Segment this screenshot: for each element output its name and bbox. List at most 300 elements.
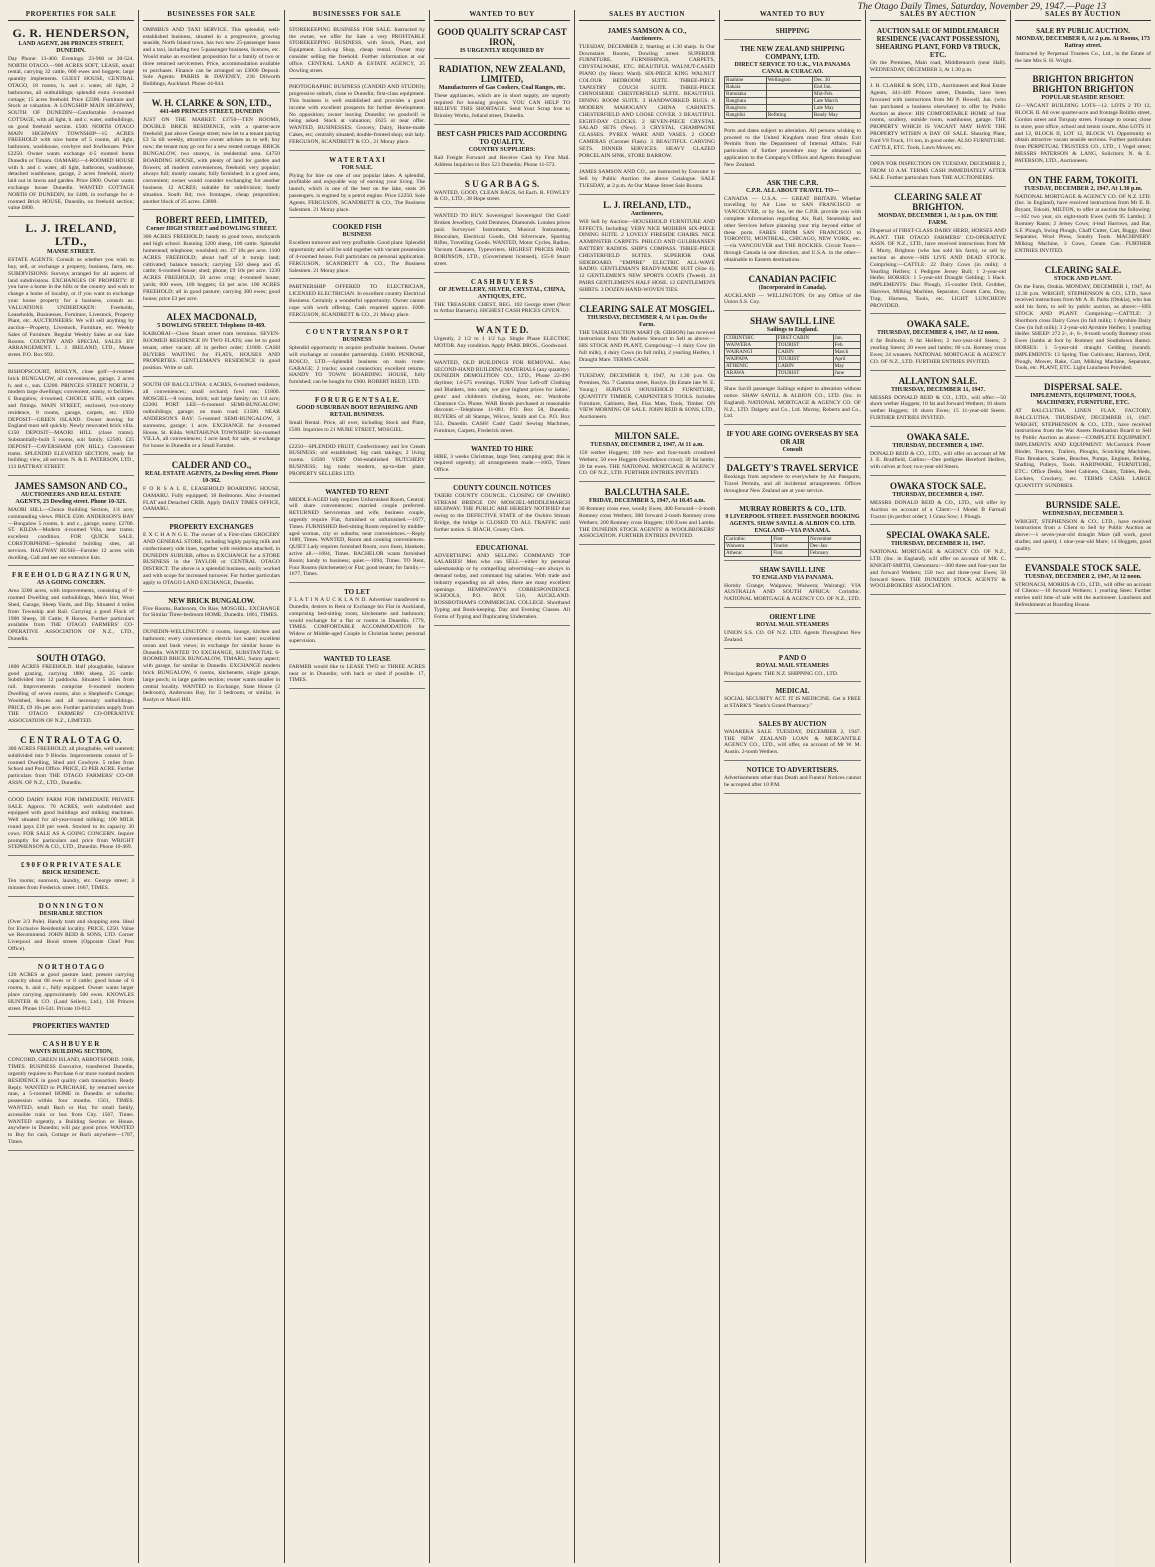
classified-ad xyxy=(1015,379,1151,495)
ad-heading: S U G A R B A G S. xyxy=(464,178,540,189)
table-cell: Jan. xyxy=(833,335,860,342)
ad-subheading: BUSINESS xyxy=(342,232,372,239)
ad-body: TUESDAY, DECEMBER 2, Starting at 1.30 sharp. In Our Downstairs Rooms, Dowling street. SUPERIOR FURNITURE, FURNISHINGS, CARPETS, CRYSTALWARE, ETC. BEAUTIFUL WALNUT-CASED PIANO (by Henry Ward). SIX-PIECE KING WALNUT COLOUR BEDROOM SUITE. THREE-PIECE TAPESTRY COUCH SUITE. THREE-PIECE CHINOISERIE CHESTERFIELD SUITE. BEAUTIFUL DINING ROOM SUITE. 3 HANDWORKED RUGS. 6 MODERN MAHOGANY CHINA CABINETS. CHESTERFIELD AND LOOSE COVER. 3 BEAUTIFUL EIGHT-DAY CLOCKS. 2 SEVEN-PIECE CRYSTAL SALAD SETS (New). 3 CRYSTAL CHAMPAGNE GLASSES. PYREX WARE AND VASES. 2 GOOD CAMERAS (Coronet Flash). 3 BEAUTIFUL CARVING SETS. DINNER SERVICES. HEAVY GLAZED PORCELAIN SINK, STORE BARROW. xyxy=(579,43,715,159)
column-4 xyxy=(430,10,575,1563)
ad-body: Day Phone: 13-460. Evenings: 23-960 or 20-524. NORTH OTAGO.—900 ACRES SOFT, LEASE, small rental, carrying 32 cattle, 600 ewes and hoggets; large quantity implements. GUEST HOUSE, CENTRAL OTAGO, 18 rooms, h. and c. water, all light, 2 bathrooms, all outbuildings; splendid extra 4-roomed cottage; 15 acres freehold. Price £2300. Furniture and Stock at valuation. A LONGSHIP MAIN HIGHWAY, SOUTH OF DUNEDIN—Comfortable 4-roomed COTTAGE, with all light, h. and c. water, outbuildings, on good freehold section. £500. NORTH OTAGO MAIN HIGHWAY TOWNSHIP—15 ACRES FREEHOLD with nice home of 5 rooms, all light, bathroom, washhouse, cowbyre and fowlhouses. Price £2250. Owner wants exchange 4-5 roomed home Dunedin or Timaru. OAMARU—4-ROOMED HOUSE with h. and c. water, all light, bathroom, washhouse, detached washhouse, garage, 2 acres freehold, nicely laid out in lawns and garden. Price £800. Owner wants exchange house Dunedin. WANTED COTTAGE NORTH OF DUNEDIN, for £400, in exchange for 4-roomed Brick HOUSE, Dunedin, on freehold section; value £800. xyxy=(8,55,134,212)
table-cell: CORINTHIC xyxy=(725,335,777,342)
table-row xyxy=(725,76,861,83)
ad-heading: OWAKA STOCK SALE. xyxy=(889,481,987,492)
ad-heading: MURRAY ROBERTS & CO., LTD. xyxy=(739,504,846,513)
ad-body: Bookings from anywhere to everywhere by Air Passports, Travel Permits, and all incidental arrangements. Offices throughout New Zealand are at your service. xyxy=(724,474,861,494)
ad-subheading: BUSINESS xyxy=(342,337,372,344)
ad-body: E X C H A N G E. The owner of a First-class GROCERY AND GENERAL STORE, including highly paying milk and confectionery side lines, together with residence attached, in DUNEDIN SUBURB, offers to EXCHANGE for a STORE BUSINESS in the TAYLOR or CENTRAL OTAGO DISTRICT. The above is a splendid business, easily worked and with scope for increased turnover. For further particulars apply to OTAGO LAND EXCHANGE, Dunedin. xyxy=(143,532,280,586)
ad-body: 1800 ACRES FREEHOLD. Half ploughable, balance good grazing, carrying 1800 sheep, 25 cattle. Subdivided into 12 paddocks. Situated 5 miles from rail. Improvements comprise 6-roomed modern Dwelling of seven rooms, also a Shepherd's Cottage; Woolshed, fences and all necessary outbuildings. PRICE, £9 10s per acre. Further particulars supply from THE OTAGO FARMERS' CO-OPERATIVE ASSOCIATION OF N.Z., LIMITED. xyxy=(8,663,134,725)
ad-body: 12—VACANT BUILDING LOTS—12. LOTS 2 TO 12, BLOCK II. All over quarter-acre and frontage Bolitho street, Gordon street and Torquay street. Frontage to ocean; close to store, post office, school and tennis courts. Also LOTS 11 and 12, BLOCK II, LOT 12, BLOCK VI. Opportunity to obtain attractive vacant seaside sections. Further particulars from PERPETUAL TRUSTEES CO., LTD., 1 Vogel street; MESSRS PATERSON & LANG, Solicitors; N. & E. PATERSON, LTD., Auctioneers. xyxy=(1015,103,1151,164)
table-row xyxy=(725,370,861,377)
table-row xyxy=(725,549,861,556)
classified-ad xyxy=(1015,172,1151,260)
table-cell xyxy=(766,104,812,111)
classified-ad xyxy=(143,212,280,307)
table-cell: March xyxy=(833,349,860,356)
ad-heading: ORIENT LINE xyxy=(769,612,816,621)
table-row xyxy=(725,104,861,111)
classified-ad xyxy=(724,717,861,761)
ad-heading: TO LET xyxy=(344,588,370,597)
classified-ad xyxy=(724,502,861,561)
table-cell: CABIN xyxy=(776,349,833,356)
ad-subheading: 441-449 PRINCES STREET, DUNEDIN xyxy=(159,108,264,115)
classified-ad xyxy=(8,960,134,1018)
classified-ad xyxy=(579,197,715,299)
classified-ad xyxy=(870,478,1006,525)
table-row xyxy=(725,349,861,356)
classified-ad xyxy=(724,460,861,499)
ad-heading: WANTED TO LEASE xyxy=(323,654,391,663)
ad-heading: C A S H B U Y E R xyxy=(42,1040,100,1049)
table-cell: February xyxy=(809,549,861,556)
table-row xyxy=(725,90,861,97)
ad-subheading: (Incorporated in Canada). xyxy=(758,284,827,291)
classified-ad xyxy=(870,429,1006,476)
table-cell: WAIRANGI xyxy=(725,349,777,356)
ad-body: FARMER would like to LEASE TWO or THREE ACRES near or in Dunedin; with bach or shed if possible. 17, TIMES. xyxy=(289,663,425,684)
ad-heading: CLEARING SALE AT BRIGHTON. xyxy=(894,191,982,212)
ad-body: Shaw Savill passenger Sailings subject to alteration without notice. SHAW SAVILL & ALBION CO., LTD. (Inc. in England). NATIONAL MORTGAGE & AGENCY CO. OF N.Z., LTD. Dalgety and Co., Ltd. Murray, Roberts and Co., Ltd. xyxy=(724,386,861,420)
ad-body: 30 Romney cross ewe, woolly Ewes; 400 Forward—2-tooth Romney cross Wethers; 300 forward 2-tooth Romney cross Wethers; 200 Romney cross Hoggets; 100 Ewes and Lambs. THE DUNEDIN STOCK AGENTS' & WOOLBROKERS' ASSOCIATION. FURTHER ENTRIES INVITED. xyxy=(579,506,715,540)
ad-heading: CALDER AND CO., xyxy=(171,460,252,471)
ad-heading: THE NEW ZEALAND SHIPPING COMPANY, LTD. xyxy=(740,44,845,61)
ad-subheading: COUNTRY SUPPLIERS: xyxy=(468,146,536,153)
classified-ad xyxy=(579,484,715,545)
ad-body: Ports and dates subject to alteration. All persons wishing to proceed to the United Kingdom must first obtain Exit Permits from the Department of Internal Affairs. Full particulars of further procedure may be obtained on application to the Company's Offices and Agents throughout New Zealand. xyxy=(724,127,861,168)
classified-ad xyxy=(8,478,134,566)
ad-body: Hornby Grange; Waipawa; Waiwera; Wairangi; VIA AUSTRALIA AND SOUTH AFRICA: Corinthic. NATIONAL MORTGAGE & AGENCY CO. OF N.Z., LTD. xyxy=(724,582,861,603)
ad-body: PHOTOGRAPHIC BUSINESS (CANDID AND STUDIO); progressive suburb, close to Dunedin; first-class equipment. This business is well established and provides a good income with excellent prospects for further development. No opposition; owner leaving Dunedin; no goodwill is being asked. Stock at valuation; £625 or near offer. WANTED, BUSINESSES: Grocery, Dairy, Home-made Cakes, etc; centrally situated; double-fronted shop; suit lady. FERGUSON, SCANDRETT & CO., 21 Moray place. xyxy=(289,84,425,145)
ad-subheading: MONDAY, DECEMBER 8, At 2 p.m. At Rooms, 173 Rattray street. xyxy=(1016,35,1150,49)
ad-body: MESSRS DONALD REID & CO., LTD., will offer by Auction on account of a Client:—1 Model B Farmall Tractor (in perfect order); 1 Grass Sow; 1 Plough. xyxy=(870,500,1006,520)
ad-body: DONALD REID & CO., LTD., will offer on account of Mr J. E. Bradfield, Catlins:—One pedigree Hereford Heifers, with calves at foot; two-year-old Steers. xyxy=(870,450,1006,471)
ad-subheading: TUESDAY, DECEMBER 2, 1947, At 11 a.m. xyxy=(590,442,704,449)
classified-ad xyxy=(724,24,861,40)
ad-subheading: GOOD SUBURBAN BOOT REPAIRING AND RETAIL BUSINESS. xyxy=(296,405,418,419)
table-cell: First xyxy=(772,535,809,542)
table-cell: Dec-Jan xyxy=(809,542,861,549)
table-cell: Late March xyxy=(812,97,860,104)
ad-heading: C A S H B U Y E R S xyxy=(470,277,534,286)
classified-ad xyxy=(579,370,715,426)
table-cell: ATHENIC xyxy=(725,363,777,370)
ad-heading: OWAKA SALE. xyxy=(906,431,970,442)
ad-subheading: AUCTIONEERS AND REAL ESTATE AGENTS, 23 Dowling street. Phone 10-321. xyxy=(15,492,127,506)
ad-heading: EDUCATIONAL xyxy=(476,543,528,552)
ad-subheading: AS A GOING CONCERN. xyxy=(36,580,106,587)
ad-heading: BALCLUTHA SALE. xyxy=(604,487,690,498)
ad-body: Urgently, 2 1/2 to 1 1/2 h.p. Single Phase ELECTRIC MOTOR. Any condition. Apply PARK BROS., Goodwood. xyxy=(434,336,570,349)
column-header: WANTED TO BUY xyxy=(724,10,861,21)
classified-ad xyxy=(870,24,1006,79)
ad-body: NATIONAL MORTGAGE & AGENCY CO. OF N.Z. LTD. (Inc. in England), have received instructions from Mr E. B. Bryant, Tokoiti, MILTON, to offer at auction the following:—102 two year, six eight-tooth Ewes (with 95 Lambs); 3 Romney Rams; 2 Jersey Cows; 4-leaf Harrows, and Bar, S.F. Plough, Swing Plough, Chaff Cutter, Cart, Buggy, Ideal Separator, Wool Press, Sundry Tools. MACHINERY: Milking Machine, 3 Cows, Cream Can. FURTHER ENTRIES INVITED. xyxy=(1015,193,1151,254)
table-cell: WAIPAPA xyxy=(725,356,777,363)
ad-body: AT BALCLUTHA LINEN FLAX FACTORY, BALCLUTHA. THURSDAY, DECEMBER 11, 1947. WRIGHT, STEPHENSON & CO., LTD., have received instructions from the War Assets Realisation Board to Sell by Public Auction as above:—COMPLETE EQUIPMENT. IMPLEMENTS AND EQUIPMENT: McCormick Power Binder, Tractors, Trailers, Ploughs, Scutching Machines, Flax Breakers, Scales, Benches, Pumps, Engines, Belting, Shafting, Pulleys, Tools. HARDWARE, FURNITURE, ETC.: Office Desks, Steel Cabinets, Chairs, Tables, Beds, Lockers, Crockery, etc. TERMS CASH. LARGE QUANTITY SUNDRIES. xyxy=(1015,408,1151,489)
classified-ad xyxy=(289,153,425,219)
classified-ad xyxy=(579,24,715,165)
classified-ad xyxy=(724,651,861,683)
ad-body: Instructed by Perpetual Trustees Co., Ltd., in the Estate of the late Mrs S. H. Wright. xyxy=(1015,50,1151,64)
ad-subheading: IS URGENTLY REQUIRED BY xyxy=(459,47,545,54)
classified-ad xyxy=(8,794,134,856)
ad-subheading: MANSE STREET. xyxy=(47,249,95,256)
ad-heading: WANTED TO HIRE xyxy=(471,444,533,453)
table-cell: ARAWA xyxy=(725,370,777,377)
classified-ad xyxy=(143,457,280,518)
classified-ad xyxy=(8,732,134,792)
ad-body: Rail Freight Forward and Receive Cash by First Mail. Address Inquiries to Box 523 Dunedin; Phone 11-572. xyxy=(434,154,570,168)
classified-ad xyxy=(434,24,570,59)
ad-subheading: THURSDAY, DECEMBER 11, 1947. xyxy=(891,541,985,548)
classified-ad xyxy=(579,166,715,194)
ad-body: CANADA — U.S.A. — GREAT BRITAIN. Whether travelling by Air Line to SAN FRANCISCO or VANCOUVER, or by Sea, let the C.P.R. provide you with complete information regarding Air, Rail, Steamship and other Services before planning your trip beyond either of these ports. FARES FROM SAN FRANCISCO to TORONTO, MONTREAL, CHICAGO, NEW YORK, etc.—via VANCOUVER and THE ROCKIES. Circuit Tours—through Canada in one direction, and U.S.A. in the other—obtainable to Eastern destinations. xyxy=(724,195,861,263)
classified-ad xyxy=(289,220,425,279)
ad-subheading: Auctioneers. xyxy=(630,35,664,42)
ad-body: KAIKORAI—Close Stuart street tram terminus. SEVEN-ROOMED RESIDENCE IN TWO FLATS; one let to good tenant, other vacant; all in perfect order; £1600. CASH BUYERS WAITING for FLATS, HOUSES AND PROPERTIES. GENTLEMAN'S RESIDENCE in good position. Write or call. xyxy=(143,331,280,372)
ad-body: TUESDAY, DECEMBER 9, 1947, At 1.30 p.m. On Premises, No. 7 Gamma street, Roslyn. (In Estate late W. E. Young.) SURPLUS HOUSEHOLD FURNITURE, QUANTITY TIMBER, CARPENTER'S TOOLS. Includes Furniture, Cabinets, Bed, Flax Mats, Tools, Timber. ON VIEW MORNING OF SALE. JOHN REID & SONS, LTD., Auctioneers. xyxy=(579,373,715,421)
table-cell: May xyxy=(833,363,860,370)
ad-heading: ON THE FARM, TOKOITI. xyxy=(1028,174,1138,185)
table-cell: Waiwera xyxy=(725,542,772,549)
ad-body: UNION S.S. CO. OF N.Z. LTD. Agents Throughout New Zealand. xyxy=(724,629,861,643)
classified-ad xyxy=(724,427,861,458)
classified-ad xyxy=(1015,262,1151,377)
ad-body: WAIAREKA SALE. TUESDAY, DECEMBER 2, 1947. THE NEW ZEALAND LOAN & MERCANTILE AGENCY CO., LTD., will offer, on account of Mr W. M. Austin. 2-tooth Wethers. xyxy=(724,728,861,756)
ad-body: MIDDLE-AGED lady requires Unfurnished Room, Central; will share conveniences; married couple preferred. RETURNED Serviceman and wife, business couple, urgently require Flat, furnished or unfurnished.—1677, Times. FURNISHED Bed-sitting Room required by middle-aged woman, city or suburbs; near conveniences.—Reply 1689, Times. WANTED, Room and cooking conveniences. QUIET Lady requires furnished Room, own linen, blankets; active all.—1684, Times. BACHELOR wants furnished Room; handy to business; quiet.—1694, Times. TO Rent, Four Rooms (kitchenette) or Flat; good tenant; for family.—1677, Times. xyxy=(289,496,425,578)
table-cell: Ready May xyxy=(812,111,860,118)
ad-heading: ASK THE C.P.R. xyxy=(766,178,819,187)
classified-ad xyxy=(724,563,861,608)
classified-ad xyxy=(724,271,861,312)
classified-ad xyxy=(8,1037,134,1150)
ad-subheading: WANTS BUILDING SECTION, xyxy=(29,1049,113,1056)
ad-heading: L. J. IRELAND, LTD., xyxy=(25,221,117,249)
table-cell: Wellington xyxy=(766,76,812,83)
table-cell: Rakaia xyxy=(725,83,767,90)
classified-ad xyxy=(143,95,280,210)
classified-ad xyxy=(289,393,425,439)
classified-ad xyxy=(143,309,280,377)
ad-heading: F O R U R G E N T S A L E. xyxy=(314,396,400,405)
ad-heading: G. R. HENDERSON, xyxy=(12,25,130,40)
sailing-table xyxy=(724,535,861,557)
ad-heading: NOTICE TO ADVERTISERS. xyxy=(746,766,839,775)
ad-body: HIRE, 3 weeks Christmas, large Tent, camping gear; this is required urgently; all arrangements made.—1663, Times Office. xyxy=(434,453,570,474)
ad-heading: NEW BRICK BUNGALOW. xyxy=(168,596,255,605)
ad-body: WRIGHT, STEPHENSON & CO., LTD., have received instructions from a Client to Sell by Public Auction as above:—1 seven-year-old draught Mare (all work, good shafter, and quiet); 1 nine-year-old Mare; 14 Hoggets, good quality. xyxy=(1015,518,1151,552)
ad-heading: MEDICAL xyxy=(775,687,810,696)
classified-ad xyxy=(434,541,570,626)
page-masthead: The Otago Daily Times, Saturday, November 29, 1947.—Page 13 xyxy=(857,2,1106,12)
classified-ad xyxy=(1015,497,1151,558)
classified-ad xyxy=(289,281,425,323)
classified-ad xyxy=(724,684,861,715)
ad-subheading: 5 DOWLING STREET. Telephone 10-469. xyxy=(157,323,266,330)
ad-body: OPEN FOR INSPECTION ON TUESDAY, DECEMBER 2, FROM 10 A.M. TERMS CASH IMMEDIATELY AFTER SALE. Further particulars from THE AUCTIONEERS. xyxy=(870,161,1006,181)
ad-body: WANTED TO BUY. Sovereigns! Sovereigns! Old Gold! Broken Jewellery, Gold Dentures, Diamonds. London prices paid. Surveyors' Instruments, Musical Instruments, Binoculars, Electrical Goods, Old Silverware, Sporting Rifles, Travelling Goods. WANTED, Motor Cycles, Radios, Vacuum Cleaners, Typewriters. HIGHEST PRICES PAID. ROBINSON, LTD., (Government licensed), 155-8 Stuart street. xyxy=(434,213,570,267)
ad-body: Plying for hire on one of our popular lakes. A splendid, profitable and enjoyable way of earning your living. The launch, which is one of the best on the lake, seats 26 passengers, is engined by a petrol engine. Price £2250. Sole Agents. FERGUSON, SCANDRETT & CO., The Business Salesmen. 21 Moray place. xyxy=(289,172,425,213)
ad-heading: DISPERSAL SALE. xyxy=(1043,382,1123,393)
ad-body: SOCIAL SECURITY ACT. IT IS MEDICINE. Get it FREE at STARK'S "Stark's Grand Pharmacy." xyxy=(724,696,861,710)
ad-subheading: THURSDAY, DECEMBER 11, 1947. xyxy=(891,386,985,393)
ad-heading: JAMES SAMSON AND CO., xyxy=(14,481,128,492)
classified-ad xyxy=(579,428,715,482)
ad-body: AUCKLAND — WELLINGTON. Or any Office of the Union S.S. Coy. xyxy=(724,292,861,306)
column-header: WANTED TO BUY xyxy=(434,10,570,21)
classified-ad xyxy=(434,481,570,539)
ad-heading: SHAW SAVILL LINE xyxy=(759,565,826,574)
ad-heading: ALLANTON SALE. xyxy=(898,375,978,386)
ad-heading: WANTED TO RENT xyxy=(325,487,389,496)
classified-ad xyxy=(724,125,861,174)
classified-ad xyxy=(434,357,570,440)
ad-subheading: FRIDAY, DECEMBER 5, 1947, At 10.45 a.m. xyxy=(589,498,705,505)
classified-ad xyxy=(8,24,134,217)
table-cell: Dec. 30 xyxy=(812,76,860,83)
ad-heading: OWAKA SALE. xyxy=(906,319,970,330)
ad-subheading: Consult xyxy=(782,447,803,454)
ad-heading: MILTON SALE. xyxy=(614,431,680,442)
column-header: SALES BY AUCTION xyxy=(579,10,715,21)
ad-heading: BEST CASH PRICES PAID ACCORDING TO QUALITY. xyxy=(436,129,568,146)
table-cell: Refitting xyxy=(766,111,812,118)
ad-body: Area 3300 acres, with improvements, consisting of 6-roomed Dwelling and outbuildings, Men's Hut, Wool Shed, Garage, Sheep Yards, and Dip. Situated 4 miles from Township and Rail. Carrying a good Flock of 1900 Sheep, 30 Cattle, 8 Horses. Further particulars available from THE OTAGO FARMERS' CO-OPERATIVE ASSOCIATION OF N.Z., LTD., Dunedin. xyxy=(8,588,134,642)
column-8 xyxy=(1011,10,1155,1563)
classified-ad xyxy=(289,325,425,391)
columns-container xyxy=(4,10,1151,1563)
ad-subheading: TUESDAY, DECEMBER 2, 1947, At 1.30 p.m. xyxy=(1023,185,1143,192)
table-cell: TOURIST xyxy=(776,370,833,377)
ad-heading: PROPERTIES WANTED xyxy=(32,1022,110,1031)
ad-body: TAIERI COUNTY COUNCIL. CLOSING OF OWHIRO STREAM BRIDGE ON MOSGIEL-MIDDLEMARCH HIGHWAY. THE PUBLIC ARE HEREBY NOTIFIED that owing to the DEFECTIVE STATE of the Owhiro Stream Bridge, the bridge is CLOSED TO ALL TRAFFIC until further notice. S. RIACH, County Clerk. xyxy=(434,492,570,533)
ad-body: JAMES SAMSON AND CO., are instructed by Executor to Sell by Public Auction the above Catalogue. SALE TUESDAY, at 2 p.m. At Our Manse Street Sale Rooms. xyxy=(579,169,715,189)
classified-ad xyxy=(8,650,134,730)
ad-body: Advertisements other than Death and Funeral Notices cannot be accepted after 10 P.M. xyxy=(724,775,861,788)
classified-ad xyxy=(8,568,134,647)
ad-subheading: LAND AGENT, 266 PRINCES STREET, DUNEDIN. xyxy=(18,40,124,54)
classified-ad xyxy=(289,441,425,483)
table-row xyxy=(725,535,861,542)
ad-heading: SHAW SAVILL LINE xyxy=(750,316,835,327)
ad-heading: SALES BY AUCTION xyxy=(758,719,827,728)
ad-heading: IF YOU ARE GOING OVERSEAS BY SEA OR AIR xyxy=(726,430,859,447)
table-cell: TOURIST xyxy=(776,342,833,349)
classified-ad xyxy=(1015,24,1151,70)
table-cell: First xyxy=(772,549,809,556)
ad-subheading: ROYAL MAIL STEAMERS xyxy=(756,662,829,669)
ad-heading: ROBERT REED, LIMITED, xyxy=(155,215,268,226)
ad-subheading: OF JEWELLERY, SILVER, CRYSTAL, CHINA, ANTIQUES, ETC. xyxy=(438,286,566,300)
classified-ad xyxy=(143,24,280,93)
ad-subheading: Manufacturers of Gas Cookers, Coal Ranges, etc. xyxy=(438,84,566,91)
column-header: BUSINESSES FOR SALE xyxy=(289,10,425,21)
ad-body: F L A T I N A U C K L A N D. Advertiser transferred to Dunedin, desires to Rent or Exchange his Flat in Auckland, comprising bed-sitting room, kitchenette and bathroom; would exchange for a flat or rooms in Dunedin. 1779, TIMES. COMFORTABLE ACCOMMODATION for Widow or Middle-aged Couple in Christian home; personal supervision. xyxy=(289,597,425,644)
ad-body: These appliances, which are in short supply, are urgently required for housing projects. YOU CAN HELP TO RELIEVE THIS SHORTAGE. Send Your Scrap Iron to Brinsley Works, Jutland street, Dunedin. xyxy=(434,92,570,120)
sailing-table xyxy=(724,334,861,377)
classified-ad xyxy=(434,176,570,209)
classified-ad xyxy=(143,626,280,709)
classified-ad xyxy=(870,373,1006,427)
classified-ad xyxy=(8,858,134,897)
table-cell: Late May xyxy=(812,104,860,111)
table-cell: Rangitata xyxy=(725,97,767,104)
ad-body: 150 wether Hoggets; 100 two- and four-tooth crossbred Wethers; 50 ewe Hoggets (Southdown cross); 30 fat lambs; 20 fat ewes. THE NATIONAL MORTGAGE & AGENCY CO. OF N.Z., LTD. FURTHER ENTRIES INVITED. xyxy=(579,450,715,477)
classified-ad xyxy=(434,442,570,479)
table-cell: Athenic xyxy=(725,549,772,556)
table-row xyxy=(725,342,861,349)
table-cell: WAIWERA xyxy=(725,342,777,349)
table-cell xyxy=(766,90,812,97)
ad-heading: CANADIAN PACIFIC xyxy=(748,273,837,284)
classified-ad xyxy=(724,763,861,794)
ad-body: F O R S A L E, LEASEHOLD BOARDING HOUSE, OAMARU. Fully equipped; 18 Bedrooms. Also 4-roomed FLAT and Detached CRIB. Apply DAILY TIMES OFFICE, OAMARU. xyxy=(143,486,280,513)
table-cell: TOURIST xyxy=(776,356,833,363)
table-cell: Rangitiki xyxy=(725,111,767,118)
classified-ad xyxy=(434,61,570,125)
classified-ad xyxy=(8,1019,134,1035)
classified-ad xyxy=(8,899,134,958)
table-cell: Tourist xyxy=(772,542,809,549)
ad-heading: W. H. CLARKE & SON, LTD., xyxy=(151,97,272,108)
ad-body: CONCORD, GREEN ISLAND, ABBOTSFORD. 1666, TIMES. BUSINESS Executive, transferred Dunedin, urgently requires to Purchase 6 or more roomed modern RESIDENCE in good quality cash transaction. Ready Reply. WANTED to PURCHASE, by returned service man, a 5-roomed HOME in Dunedin or suburbs; possession within four months. 1561, TIMES. WANTED, small Bach or Hut, for small family, accessible train or bus from City. 1567, Times. WANTED urgently, a Building Section or House, anywhere in Dunedin; will pay good price. WANTED to Buy for cash, Cottage or Bach anywhere—1787, Times. xyxy=(8,1057,134,1146)
classified-ad xyxy=(434,275,570,321)
ad-subheading: DIRECT SERVICE TO U.K., VIA PANAMA CANAL & CURACAO. xyxy=(734,61,851,75)
ad-body: Small Rental. Price, all over, including Stock and Plant, £500. Inquiries to 21 MURE STREET, MOSGIEL. xyxy=(289,420,425,433)
ad-heading: W A N T E D. xyxy=(475,325,529,336)
ad-heading: DALGETY'S TRAVEL SERVICE xyxy=(726,463,859,474)
ad-body: NATIONAL MORTGAGE & AGENCY CO. OF N.Z., LTD. (Inc. in England), will offer on account of MR. C. KNIGHT-SMITH, Glenomaru:—300 three and four-year fat and forward Wethers; 150 two and three-year Ewes; 50 forward Steers. THE DUNEDIN STOCK AGENTS' & WOOLBROKERS' ASSOCIATION. xyxy=(870,549,1006,590)
ad-heading: SHIPPING xyxy=(775,26,810,35)
table-cell xyxy=(766,83,812,90)
classified-ad xyxy=(289,585,425,650)
ad-body: OMNIBUS AND TAXI SERVICE. This splendid, well-established business, situated in a progressive, growing seaside, North Island town, has two new 25-passenger buses and a taxi, including two 5-passenger business, licences, etc. Would make an excellent proposition for a family of two or three returned servicemen. Price, accommodation available to purchaser. Finance can be arranged on £3000 Deposit. Sole Agents: PARRIS & DAVENEY, 236 Dilworth Buildings, Auckland. Phone 44-044. xyxy=(143,26,280,88)
classified-ad xyxy=(579,301,715,369)
ad-body: Principal Agents: THE N.Z. SHIPPING CO., LTD. xyxy=(724,670,839,677)
ad-body: WANTED, OLD BUILDINGS FOR REMOVAL. Also SECOND-HAND BUILDING MATERIALS (any quantity). DUNEDIN DEMOLITION CO., LTD., Phone 22-496 daytime; 14-575 evenings. TURN Your Left-off Clothing and Blankets, into cash; we give highest prices for ladies', gents' and children's clothing, boots, etc. Wardrobe Clearance Co. Phone. WAR Bonds purchased at reasonable discount.—Telephone 11-081. P.O. Box 58, Dunedin. BUYERS of all Stamps, Wilcox, Smith and Co. P.O. Box 551, Dunedin. CASH! Cash! Cash! Sewing Machines, Furniture, Carpets, Frederick street. xyxy=(434,359,570,434)
ad-body: Dispersal of FIRST-CLASS DAIRY HERD, HORSES AND PLANT. THE OTAGO FARMERS' CO-OPERATIVE ASSN. OF N.Z., LTD., have received instructions from Mr J. Murty, Brighton (who has sold his farm), to sell by auction as above:—HIS LIVE AND DEAD STOCK. Comprising:—CATTLE: 22 Dairy Cows (in milk); 4 Yearling Heifers; 1 Pedigree Jersey Bull; 1 2-year-old Heifer. HORSES: 1 5-year-old Draught Gelding; 1 Hack. IMPLEMENTS: Disc Plough, 15-coulter Drill, Grubber, Harrows, Milking Machine, Separator, Cream Cans, Dray, Trap, Harness, Tools, etc. LIGHT LUNCHEON PROVIDED. xyxy=(870,227,1006,309)
table-cell: End Jan. xyxy=(812,83,860,90)
classified-ad xyxy=(870,316,1006,370)
ad-body: 4 fat Bullocks; 6 fat Heifers; 2 two-year-old Steers; 2 yearling Steers; 20 ewes and lambs; 60 s.m. Romney cross Ewes; 24 weaners. NATIONAL MORTGAGE & AGENCY CO. OF N.Z., LTD. FURTHER ENTRIES INVITED. xyxy=(870,338,1006,365)
classified-ad xyxy=(724,610,861,649)
table-cell: November xyxy=(809,535,861,542)
classified-ad xyxy=(724,42,861,123)
ad-subheading: FOR SALE. xyxy=(341,164,373,171)
ad-subheading: Corner HIGH STREET and DOWLING STREET. xyxy=(146,226,277,233)
ad-body: Will Sell by Auction—HOUSEHOLD FURNITURE AND EFFECTS, Including: VERY NICE MODERN SIX-PIECE DINING SUITE. 2 LOVELY FIRESIDE CHAIRS. NICE AXMINSTER CARPETS. PHILCO AND GULBRANSEN BATTERY RADIOS. SHIP'S COMPASS. THREE-PIECE CHESTERFIELD SUITES. SUPERIOR OAK SIDEBOARD. "EMPIRE" ELECTRIC ALL-WAVE RADIO. GENTLEMAN'S READY-MADE SUIT (Size 4). 12 GENTLEMEN'S NEW SPORTS COATS (Tweed). 24 PAIRS GENTLEMEN'S HALF HOSE. 12 GENTLEMEN'S SHIRTS. 3 DOZEN HAND-WOVEN TIES. xyxy=(579,218,715,293)
ad-body: Splendid opportunity to acquire profitable business. Owner will exchange or consider partnership. £1600. PENROSE, ROSCO, LTD.—Splendid business on main route; GARAGE; 2 trucks; sound connection; excellent returns. HANDY TO TOWN: BOARDING HOUSE, fully furnished; can be bought for £900. ROBERT REED, LTD. xyxy=(289,345,425,386)
table-row xyxy=(725,356,861,363)
ad-body: On the Farm, Otokia. MONDAY, DECEMBER 1, 1947, At 12.30 p.m. WRIGHT, STEPHENSON & CO., LTD., have received instructions from Mr A. B. Parks (Otokia), who has sold his farm, to sell by public auction, as above:—HIS STOCK AND PLANT. Comprising:—CATTLE: 3 Shorthorn cross Dairy Cows (in full milk); 1 Ayrshire Dairy Cow (in full milk); 3 2-year-old Ayrshire Heifers; 1 yearling Heifer. SHEEP: 272 2-, 4-, 6-, 8-tooth woolly Romney cross Ewes (lambs at foot by Romney and Southdown Rams). HORSES: 1 5-year-old draught Gelding (sound). IMPLEMENTS: 13 Spring Tine Cultivator, Harrows, Drill, Plough, Mower, Rake, Cart, Milking Machine, Separator, Tools, etc. PLANT, ETC. Light Luncheon Provided. xyxy=(1015,283,1151,372)
table-cell: Ruahine xyxy=(725,76,767,83)
classified-ad xyxy=(289,652,425,689)
ad-heading: W A T E R T A X I xyxy=(329,155,385,164)
column-5 xyxy=(575,10,720,1563)
ad-body: SOUTH OF BALCLUTHA: 4 ACRES, 6-roomed residence, all conveniences; small orchard; fowl run; £1800. MOSGIEL—8 rooms, brick; suit large family; on 1/4 acre; £2200. PORT LEE—6-roomed SEMI-BUNGALOW; outbuildings; garage; on main road; £1500. NEAR ANDERSON'S BAY: 5-roomed SEMI-BUNGALOW, 3 sunrooms, garage; 1 acre. EXCHANGE for 4-roomed House, St. Kilda. WAITAHUNA TOWNSHIP: Six-roomed VILLA, all conveniences; 1 acre land; for sale, or exchange for house in Dunedin or a Small Farmlet. xyxy=(143,382,280,450)
ad-body: BISHOPSCOURT, ROSLYN, close golf—4-roomed brick BUNGALOW, all conveniences, garage, 2 acres h. and c., sun. £3200. PRINCES STREET NORTH, 2 modern large dwellings; convenient, sunny, to facilities. £ Bungalow, 4-roomed, CHOICE SITE, with carpets and fittings. MAIN STREET, enclosed, two-storey residence, 8 rooms, garage, carpets, etc. £950 DEPOSIT—GREEN ISLAND. Owner leaving for England must sell quickly. Newly renovated brick villa. £150 DEPOSIT—MAORI HILL (close trams). Substantially-built 5 rooms, suit family. £2500. £25 DEPOSIT—CAVERSHAM (ON HILL). Convenient trams. SPLENDID ELEVATED SECTION, ready for building; view, all services. N. & E. PATERSON, LTD., 113 BATTRAY STREET. xyxy=(8,369,134,471)
ad-heading: EVANSDALE STOCK SALE. xyxy=(1025,562,1141,573)
table-row xyxy=(725,83,861,90)
ad-body: PARTNERSHIP OFFERED TO ELECTRICIAN, LICENSED ELECTRICIAN. In excellent country Electrical Business. Certainly a wonderful opportunity. Owner cannot cope with work offering. Cash required approx. £600. FERGUSON, SCANDRETT & CO., 21 Moray place. xyxy=(289,284,425,318)
table-cell: Rangitoto xyxy=(725,104,767,111)
ad-subheading: ROYAL MAIL STEAMERS xyxy=(756,621,829,628)
ad-heading: C E N T R A L O T A G O. xyxy=(20,734,122,745)
ad-subheading: POPULAR SEASIDE RESORT. xyxy=(1041,95,1125,102)
ad-body: WANTED, GOOD, CLEAN BAGS, 6d Each. R. FOWLEY & CO., LTD., 38 Hope street. xyxy=(434,189,570,203)
classified-ad xyxy=(870,527,1006,595)
ad-body: THE TREASURE CHEST, REG. 102 George street (Next to Arthur Barnett's). HIGHEST CASH PRICES GIVEN. xyxy=(434,301,570,315)
classified-ad xyxy=(1015,71,1151,169)
column-header: BUSINESSES FOR SALE xyxy=(143,10,280,21)
table-cell: FIRST CABIN xyxy=(776,335,833,342)
ad-subheading: THURSDAY, DECEMBER 4, At 1 p.m. On the Farm. xyxy=(586,314,708,328)
table-cell: Feb. xyxy=(833,342,860,349)
table-cell: Corinthic xyxy=(725,535,772,542)
ad-heading: AUCTION SALE OF MIDDLEMARCH RESIDENCE (VACANT POSSESSION), SHEARING PLANT, FORD V8 TRUCK, ETC. xyxy=(875,26,1001,59)
classified-ad xyxy=(724,383,861,425)
ad-heading: PROPERTY EXCHANGES xyxy=(169,523,254,532)
classified-ad xyxy=(434,127,570,174)
ad-heading: P AND O xyxy=(778,653,807,662)
ad-subheading: 9 LIVERPOOL STREET. PASSENGER BOOKING AGENTS. SHAW SAVILL & ALBION CO. LTD. ENGLAND—VIA PANAMA. xyxy=(725,513,860,534)
ad-heading: SALE BY PUBLIC AUCTION. xyxy=(1036,26,1130,35)
table-cell: Mid-Feb. xyxy=(812,90,860,97)
ad-heading: N O R T H O T A G O xyxy=(37,962,105,971)
ad-heading: SOUTH OTAGO. xyxy=(36,652,106,663)
ad-body: DUNEDIN-WELLINGTON: 4 rooms, lounge, kitchen and bathroom; every convenience; electric hot water; excellent ocean and bush views; in exchange for similar house in Dunedin. WANTED TO EXCHANGE, SUBSTANTIAL 6-ROOMED BRICK BUNGALOW, TIMARU, Sunny aspect; with garage, for similar in Dunedin. EXCHANGE modern brick BUNGALOW, 6 rooms, kitchenette, single garage, large porch; in large garden section; owner wants smaller in central locality. WANTED to Exchange, State House (2 bedroom), Andersons Bay, for 3 bedroom, or similar, in Roslyn or Maori Hill. xyxy=(143,629,280,704)
ad-heading: BRIGHTON BRIGHTON BRIGHTON BRIGHTON xyxy=(1032,74,1134,95)
classified-ad xyxy=(143,520,280,591)
ad-body: JUST ON THE MARKET. £3750—TEN ROOMS, DOUBLE BRICK RESIDENCE, with a quarter-acre freehold; just above George street; now let to a tenant paying £3 5s till weekly, attractive owner advises us to sell; buy now; the tenant may go out for a new rented cottage. BRICK BUNGALOW, two storeys, in residential area. £4750 BOARDING HOUSE, with plenty of land for garden and flowers; all modern conveniences, freehold; very popular; always full; mostly casuals; fully furnished; in a good area, convenient; owner would consider exchanging for another business. 12 ACRES; suitable for subdivision; handy situation. South Rd; two frontages, cheap proposition; another block of 25 acres. £3800. xyxy=(143,116,280,205)
ad-heading: CLEARING SALE. xyxy=(1044,264,1122,275)
ad-body: MESSRS DONALD REID & CO., LTD., will offer:—50 shorn wether Hoggets; 10 fat and forward Wethers; 10 shorn wether Hoggets; 10 shorn Ewes; 15 11-year-old Steers. FURTHER ENTRIES INVITED. xyxy=(870,394,1006,421)
classified-ad xyxy=(870,80,1006,156)
ad-subheading: Auctioneers, xyxy=(630,210,664,217)
column-header: PROPERTIES FOR SALE xyxy=(8,10,134,21)
ad-heading: SPECIAL OWAKA SALE. xyxy=(886,530,990,541)
ad-body: 120 ACRES at good pasture land; present carrying capacity about 60 ewes or 8 cattle; good house of 6 rooms, h. and c., fully equipped. Owner wants larger place carrying approximately 500 ewes. KNOWLES HUNTER & CO. (Land Sellers, Ltd.), 136 Princes street. Phone 16-541. Private 10-012. xyxy=(8,971,134,1012)
ad-body: 300 ACRES FREEHOLD, all ploughable, well watered; subdivided into 9 Blocks. Improvements consist of 5-roomed Dwelling, Shed and Cowbyre. 5 miles from School and Post Office. PRICE, £3 PER ACRE. Further particulars from THE OTAGO FARMERS' CO-OP. ASSN. OF N.Z., LTD., Dunedin. xyxy=(8,745,134,786)
table-cell: Rimutaka xyxy=(725,90,767,97)
classified-ad xyxy=(143,594,280,625)
ad-body: (Over 2/3 Pole). Handy tram and shopping area. Ideal for Exclusive Residential locality. PRICE, £250. Value we Recommend. JOHN REID & SONS, LTD. Corner Liverpool and Bond streets (Opposite Chief Post Office). xyxy=(8,918,134,952)
classified-ad xyxy=(434,322,570,355)
ad-heading: COOKED FISH xyxy=(332,223,382,232)
classified-ad xyxy=(8,366,134,476)
table-cell: April xyxy=(833,356,860,363)
ad-heading: ALEX MACDONALD, xyxy=(166,312,257,323)
classified-ad xyxy=(143,379,280,455)
column-6 xyxy=(720,10,866,1563)
sailing-table xyxy=(724,76,861,119)
ad-subheading: WEDNESDAY, DECEMBER 3. xyxy=(1042,510,1124,517)
ad-body: ESTATE AGENTS: Consult us whether you wish to buy, sell, or exchange a property, business, farm, etc. SUBDIVISIONS: Surveys arranged for all aspects of land subdivisions. EXCHANGES OF PROPERTY: If you have a home in the hills or the country and wish to change a home of locality, or if you want to exchange your house property for a business, consult us. VALUATIONS UNDERTAKEN: Freeholds, Leaseholds, Businesses, Furniture, Livestock, Property Plant, etc. AUCTIONEERS: We will sell anything by auction—Property, Livestock, Furniture, etc. Weekly Sales of Furniture. Regular Weekly Sales at our Sale Rooms. COUNTRY AND SPECIAL SALES BY ARRANGEMENT. L. J. IRELAND, LTD., Manse street. P.O. Box 692. xyxy=(8,257,134,359)
ad-heading: COUNTY COUNCIL NOTICES xyxy=(453,483,551,492)
table-row xyxy=(725,363,861,370)
column-7 xyxy=(866,10,1011,1563)
ad-body: ADVERTISING AND SELLING COMMAND TOP SALARIES! Men who can SELL—either by personal salesmanship or by compelling advertising—are always in demand today, and command big salaries. With trade and industry expanding on all sides, there are many excellent openings. HEMINGWAY'S CORRESPONDENCE SCHOOLS, P.O. BOX 516, AUCKLAND. ROSSBOTHAM'S COMMERCIAL COLLEGE. Shorthand Typing and Book-keeping. Day and Evening Classes. All Forms of Typing and Duplicating Undertaken. xyxy=(434,552,570,620)
ad-heading: CLEARING SALE AT MOSGIEL. xyxy=(579,303,715,314)
ad-body: STOREKEEPING BUSINESS FOR SALE. Instructed by the owner, we offer for Sale a very PROFITABLE STOREKEEPING BUSINESS, with Stock, Plant, and Equipment. Lock-up Shop, cheap rental. Owner may consider selling the freehold. Further information at our office. CENTRAL LAND & ESTATE AGENCY, 25 Dowling street. xyxy=(289,26,425,74)
ad-heading: RADIATION, NEW ZEALAND, LIMITED, xyxy=(438,63,566,84)
ad-subheading: IMPLEMENTS, EQUIPMENT, TOOLS, MACHINERY, FURNITURE, ETC. xyxy=(1030,393,1136,407)
classified-ad xyxy=(724,313,861,381)
